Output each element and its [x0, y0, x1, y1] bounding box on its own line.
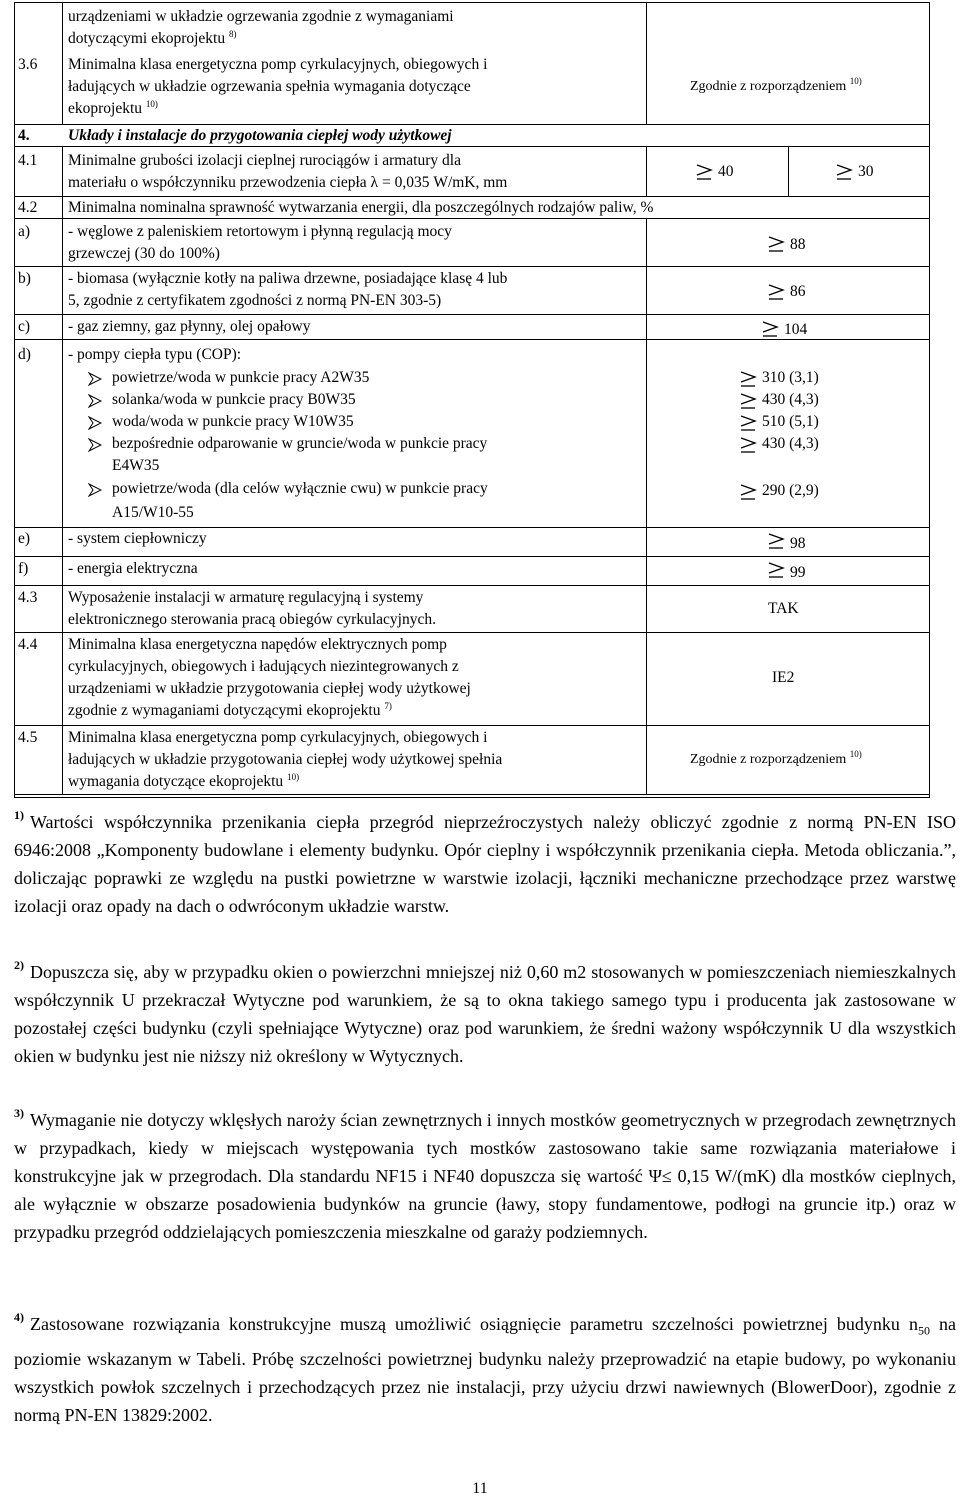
row-c-letter: c): [18, 318, 31, 335]
section-4-title: Układy i instalacje do przygotowania ciepłej wody użytkowej: [68, 127, 452, 144]
footnote-marker: 4): [14, 1310, 24, 1324]
row-a-text-line1: - węglowe z paleniskiem retortowym i płynną regulacją mocy: [68, 223, 452, 240]
row-3-6-text-line2: ładujących w układzie ogrzewania spełnia wymagania dotyczące: [68, 78, 471, 95]
row-4-3-number: 4.3: [18, 589, 38, 606]
footnote-text: Wymaganie nie dotyczy wklęsłych naroży ścian zewnętrznych i innych mostków geometrycznych w przegrodach zewnętrznych w przypadkach, kiedy w miejscach występowania tych mostków zastosowano takie same rozwiązania materiałowe i konstrukcyjne jak w przegrodach. Dla standardu NF15 i NF40 dopuszcza się wartość Ψ≤ 0,15 W/(mK) dla mostków cieplnych, ale wyłącznie w obszarze posadowienia budynków na gruncie (ławy, stopy fundamentowe, podłogi na gruncie itp.) oraz w przypadku przegród oddzielających pomieszczenia mieszkalne od garaży podziemnych.: [14, 1110, 956, 1242]
row-4-3-text-line2: elektronicznego sterowania pracą obiegów cyrkulacyjnych.: [68, 611, 436, 628]
row-3-6-number: 3.6: [18, 56, 38, 73]
heat-pump-item: woda/woda w punkcie pracy W10W35: [112, 413, 354, 430]
greater-equal-icon: [738, 482, 758, 502]
row-4-1-number: 4.1: [18, 152, 38, 169]
row-3-6-text-line3: ekoprojektu $^{10)}$: [68, 99, 158, 117]
heat-pump-item-cont: A15/W10-55: [112, 504, 194, 521]
greater-equal-icon: [760, 319, 780, 339]
row-f-value: 99: [790, 564, 806, 581]
footnote-marker: 2): [14, 958, 24, 972]
page-number: 11: [472, 1480, 488, 1497]
row-4-4-text-line4: zgodnie z wymaganiami dotyczącymi ekoprojektu $^{7)}$: [68, 701, 392, 719]
row-c-value: 104: [784, 321, 808, 338]
footnote-marker: 3): [14, 1106, 24, 1120]
row-4-1-text-line2: materiału o współczynniku przewodzenia ciepła λ = 0,035 W/mK, mm: [68, 174, 508, 191]
arrow-bullet-icon: [88, 438, 102, 452]
row-4-4-text-line2: cyrkulacyjnych, obiegowych i ładujących niezintegrowanych z: [68, 658, 459, 675]
arrow-bullet-icon: [88, 394, 102, 408]
row-4-4-value: IE2: [772, 669, 795, 686]
row-4-1-value-b: 30: [858, 163, 874, 180]
row-c-text: - gaz ziemny, gaz płynny, olej opałowy: [68, 318, 311, 335]
row-e-text: - system ciepłowniczy: [68, 530, 207, 547]
greater-equal-icon: [738, 413, 758, 433]
row-b-value: 86: [790, 283, 806, 300]
row-b-text-line2: 5, zgodnie z certyfikatem zgodności z normą PN-EN 303-5): [68, 292, 442, 309]
footnote-2: [14, 958, 956, 1070]
row-4-1-text-line1: Minimalne grubości izolacji cieplnej rurociągów i armatury dla: [68, 152, 461, 169]
row-4-4-text-line3: urządzeniami w układzie przygotowania ciepłej wody użytkowej: [68, 680, 471, 697]
row-d-letter: d): [18, 346, 31, 363]
arrow-bullet-icon: [88, 416, 102, 430]
heat-pump-value: 310 (3,1): [762, 369, 819, 386]
footnote-text-after: na poziomie wskazanym w Tabeli. Próbę szczelności powietrznej budynku należy przeprowadzić na etapie budowy, po wykonaniu wszystkich powłok szczelnych i przechodzących przez nie instalacji, przy użyciu drzwi nawiewnych (BlowerDoor), zgodnie z normą PN-EN 13829:2002.: [14, 1314, 956, 1425]
heat-pump-value: 290 (2,9): [762, 482, 819, 499]
row-3-6-text-line1: Minimalna klasa energetyczna pomp cyrkulacyjnych, obiegowych i: [68, 56, 488, 73]
footnote-marker: 1): [14, 808, 24, 822]
heat-pump-item: powietrze/woda w punkcie pracy A2W35: [112, 369, 370, 386]
row-4-3-text-line1: Wyposażenie instalacji w armaturę regulacyjną i systemy: [68, 589, 424, 606]
heat-pump-value: 430 (4,3): [762, 391, 819, 408]
footnote-4: [14, 1310, 956, 1429]
footnote-text-before: Zastosowane rozwiązania konstrukcyjne muszą umożliwić osiągnięcie parametru szczelności powietrznej budynku n: [30, 1314, 918, 1334]
heat-pump-item-cont: E4W35: [112, 457, 160, 474]
row-4-4-text-line1: Minimalna klasa energetyczna napędów elektrycznych pomp: [68, 636, 447, 653]
greater-equal-icon: [766, 282, 786, 302]
row-4-5-value: Zgodnie z rozporządzeniem $^{10)}$: [690, 749, 862, 767]
greater-equal-icon: [834, 162, 854, 182]
greater-equal-icon: [766, 531, 786, 551]
row-4-4-number: 4.4: [18, 636, 38, 653]
row-4-5-text-line3: wymagania dotyczące ekoprojektu $^{10)}$: [68, 772, 300, 790]
row-3-5-text-line2: dotyczącymi ekoprojektu $^{8)}$: [68, 29, 237, 47]
greater-equal-icon: [738, 435, 758, 455]
footnote-subscript: 50: [917, 1323, 930, 1338]
section-4-number: 4.: [18, 127, 30, 144]
row-f-letter: f): [18, 560, 29, 577]
heat-pump-item: solanka/woda w punkcie pracy B0W35: [112, 391, 356, 408]
heat-pump-value: 430 (4,3): [762, 435, 819, 452]
row-3-5-text-line1: urządzeniami w układzie ogrzewania zgodnie z wymaganiami: [68, 8, 454, 25]
heat-pump-value: 510 (5,1): [762, 413, 819, 430]
row-d-text: - pompy ciepła typu (COP):: [68, 346, 242, 363]
arrow-bullet-icon: [88, 483, 102, 497]
greater-equal-icon: [766, 560, 786, 580]
row-4-5-number: 4.5: [18, 729, 38, 746]
footnote-1: [14, 808, 956, 920]
row-4-1-value-a: 40: [718, 163, 734, 180]
row-a-text-line2: grzewczej (30 do 100%): [68, 245, 220, 262]
row-4-2-number: 4.2: [18, 199, 38, 216]
greater-equal-icon: [766, 234, 786, 254]
row-e-value: 98: [790, 535, 806, 552]
greater-equal-icon: [738, 369, 758, 389]
row-4-5-text-line1: Minimalna klasa energetyczna pomp cyrkulacyjnych, obiegowych i: [68, 729, 488, 746]
row-b-letter: b): [18, 270, 31, 287]
heat-pump-item: bezpośrednie odparowanie w gruncie/woda w punkcie pracy: [112, 435, 488, 452]
row-b-text-line1: - biomasa (wyłącznie kotły na paliwa drzewne, posiadające klasę 4 lub: [68, 270, 508, 287]
arrow-bullet-icon: [88, 372, 102, 386]
row-a-value: 88: [790, 236, 806, 253]
footnote-text: Wartości współczynnika przenikania ciepła przegród nieprzeźroczystych należy obliczyć zgodnie z normą PN-EN ISO 6946:2008 „Komponenty budowlane i elementy budynku. Opór cieplny i współczynnik przenikania ciepła. Metoda obliczania.”, doliczając poprawki ze względu na pustki powietrzne w warstwie izolacji, łączniki mechaniczne przechodzące przez warstwę izolacji oraz opady na dach o odwróconym układzie warstw.: [14, 812, 956, 916]
row-3-6-value: Zgodnie z rozporządzeniem $^{10)}$: [690, 76, 862, 94]
row-4-3-value: TAK: [768, 600, 799, 617]
greater-equal-icon: [738, 391, 758, 411]
greater-equal-icon: [694, 162, 714, 182]
row-4-5-text-line2: ładujących w układzie przygotowania ciepłej wody użytkowej spełnia: [68, 751, 503, 768]
footnote-3: [14, 1106, 956, 1246]
footnote-text: Dopuszcza się, aby w przypadku okien o powierzchni mniejszej niż 0,60 m2 stosowanych w pomieszczeniach niemieszkalnych współczynnik U przekraczał Wytyczne pod warunkiem, że są to okna takiego samego typu i producenta jak zastosowane w pozostałej części budynku (czyli spełniające Wytyczne) oraz pod warunkiem, że średni ważony współczynnik U dla wszystkich okien w budynku jest nie niższy niż określony w Wytycznych.: [14, 962, 956, 1066]
row-e-letter: e): [18, 530, 31, 547]
row-a-letter: a): [18, 223, 31, 240]
heat-pump-item: powietrze/woda (dla celów wyłącznie cwu) w punkcie pracy: [112, 480, 488, 497]
row-f-text: - energia elektryczna: [68, 560, 198, 577]
row-4-2-text: Minimalna nominalna sprawność wytwarzania energii, dla poszczególnych rodzajów paliw, %: [68, 199, 654, 216]
